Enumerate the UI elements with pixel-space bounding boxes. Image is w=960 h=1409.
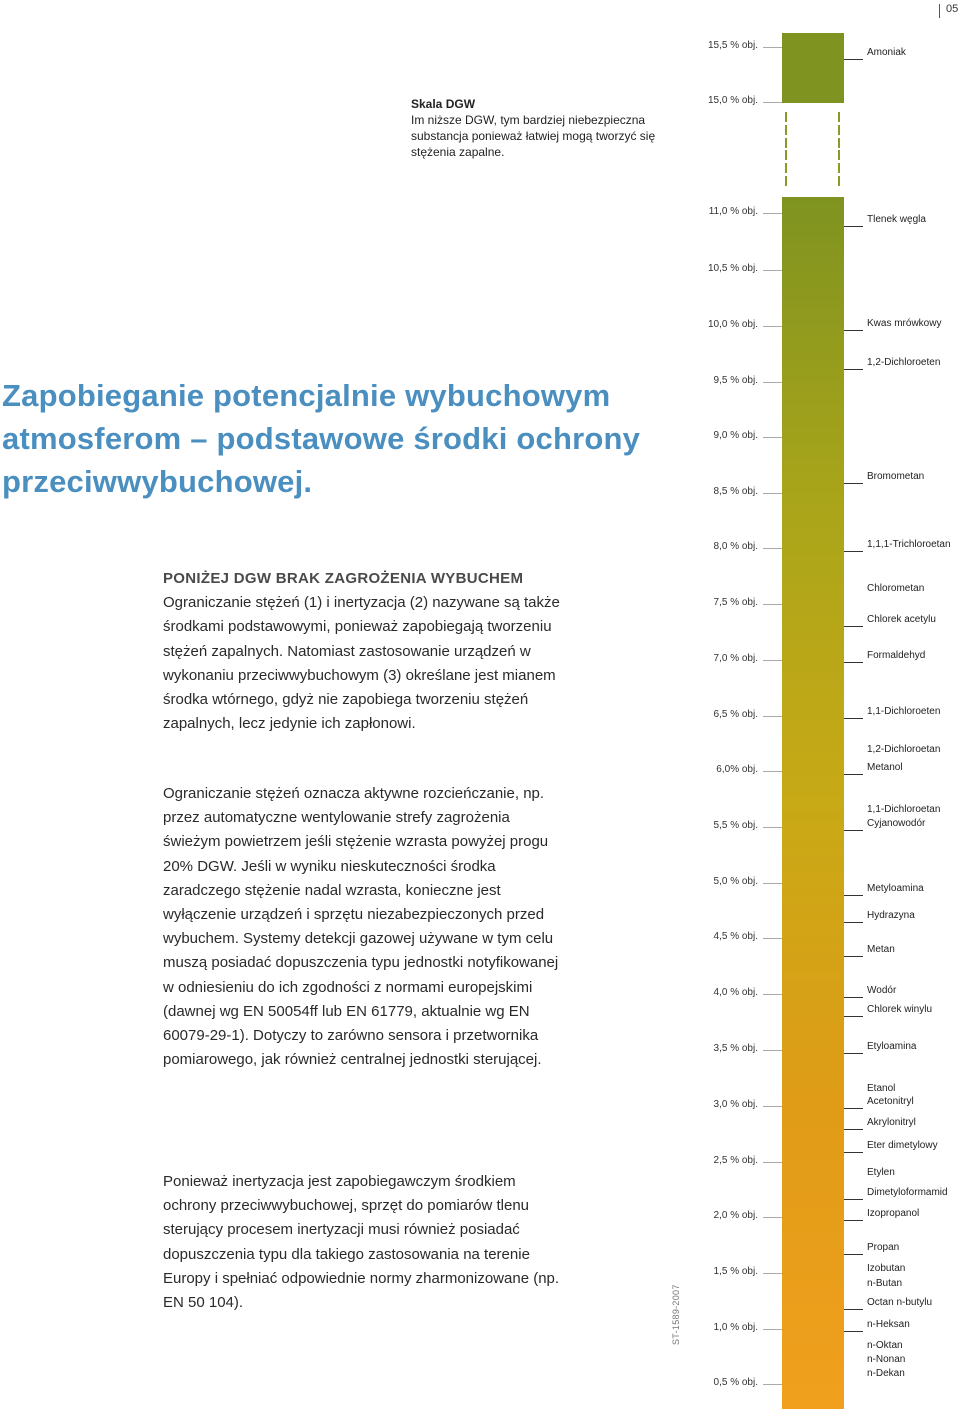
lel-value-tick xyxy=(763,382,783,383)
scale-legend-title: Skala DGW xyxy=(411,97,476,111)
lel-bar-top xyxy=(782,33,844,103)
lel-value-tick xyxy=(763,1106,783,1107)
substance-tick xyxy=(844,956,863,957)
substance-label: Etylen xyxy=(867,1167,895,1178)
substance-label: n-Heksan xyxy=(867,1319,910,1330)
lel-value-tick xyxy=(763,548,783,549)
substance-label: 1,1-Dichloroeten xyxy=(867,706,941,717)
lel-bar-break-dash xyxy=(838,125,840,135)
lel-value-label: 15,0 % obj. xyxy=(707,95,758,106)
substance-label: Chlorometan xyxy=(867,583,925,594)
substance-label: n-Oktan xyxy=(867,1340,903,1351)
substance-tick xyxy=(844,830,863,831)
substance-label: Chlorek acetylu xyxy=(867,614,936,625)
lel-value-tick xyxy=(763,1050,783,1051)
lel-value-label: 7,5 % obj. xyxy=(713,597,758,608)
substance-tick xyxy=(844,59,863,60)
lel-value-label: 15,5 % obj. xyxy=(707,40,758,51)
lel-value-label: 9,5 % obj. xyxy=(713,375,758,386)
lel-value-tick xyxy=(763,270,783,271)
lel-value-label: 7,0 % obj. xyxy=(713,653,758,664)
paragraph-concentration-limiting xyxy=(163,782,563,1072)
lel-value-label: 4,5 % obj. xyxy=(713,931,758,942)
lel-value-tick xyxy=(763,994,783,995)
substance-label: n-Butan xyxy=(867,1278,903,1289)
lel-bar-break-dash xyxy=(838,112,840,122)
lel-bar-break-dash xyxy=(785,150,787,160)
paragraph-text: Ograniczanie stężeń (1) i inertyzacja (2) nazywane są także środkami podstawowymi, ponieważ zapobiegają tworzeniu stężeń zapalnych. Natomiast zastosowanie urządzeń w wykonaniu przeciwwybuchowym (3) określane jest mianem środka wtórnego, gdyż nie zapobiega tworzeniu stężeń zapalnych, lecz jedynie ich zapłonowi. xyxy=(163,594,560,733)
substance-tick xyxy=(844,997,863,998)
lel-value-label: 5,5 % obj. xyxy=(713,820,758,831)
substance-tick xyxy=(844,330,863,331)
lel-bar-break-dash xyxy=(838,138,840,148)
substance-tick xyxy=(844,1331,863,1332)
substance-tick xyxy=(844,1254,863,1255)
lel-value-tick xyxy=(763,1273,783,1274)
substance-label: Metanol xyxy=(867,762,903,773)
lel-value-label: 1,0 % obj. xyxy=(713,1322,758,1333)
lel-value-label: 0,5 % obj. xyxy=(713,1377,758,1388)
lel-value-tick xyxy=(763,604,783,605)
substance-label: 1,2-Dichloroeten xyxy=(867,357,941,368)
substance-label: Etanol xyxy=(867,1083,896,1094)
lel-value-tick xyxy=(763,1162,783,1163)
substance-label: n-Nonan xyxy=(867,1354,906,1365)
paragraph-text: Ograniczanie stężeń oznacza aktywne rozcieńczanie, np. przez automatyczne wentylowanie strefy zagrożenia świeżym powietrzem jeśli stężenie wzrasta powyżej progu 20% DGW. Jeśli w wyniku nieskuteczności środka zaradczego stężenie nadal wzrasta, konieczne jest wyłączenie urządzeń i sprzętu niezabezpieczonych przed wybuchem. Systemy detekcji gazowej używane w tym celu muszą posiadać dopuszczenia typu jednostki notyfikowanej w odniesieniu do ich zgodności z normami europejskimi (dawnej wg EN 50054ff lub EN 61779, aktualnie wg EN 60079-29-1). Dotyczy to zarówno sensora i przetwornika pomiarowego, jak również centralnej jednostki sterującej. xyxy=(163,785,559,1069)
paragraph-primary-measures xyxy=(163,567,563,736)
scale-legend xyxy=(411,96,681,160)
substance-tick xyxy=(844,551,863,552)
lel-bar-break-dash xyxy=(838,150,840,160)
lel-value-label: 3,0 % obj. xyxy=(713,1099,758,1110)
lel-value-label: 2,0 % obj. xyxy=(713,1210,758,1221)
substance-tick xyxy=(844,1152,863,1153)
substance-tick xyxy=(844,1220,863,1221)
lel-value-label: 8,5 % obj. xyxy=(713,486,758,497)
substance-label: 1,1-Dichloroetan xyxy=(867,804,941,815)
substance-tick xyxy=(844,718,863,719)
substance-tick xyxy=(844,922,863,923)
substance-tick xyxy=(844,1309,863,1310)
lel-bar-break-dash xyxy=(785,138,787,148)
substance-label: Metan xyxy=(867,944,895,955)
lel-value-label: 10,0 % obj. xyxy=(707,319,758,330)
lel-value-label: 11,0 % obj. xyxy=(708,206,758,217)
lel-value-label: 5,0 % obj. xyxy=(713,876,758,887)
substance-label: Tlenek węgla xyxy=(867,214,926,225)
lel-value-tick xyxy=(763,771,783,772)
lel-value-tick xyxy=(763,493,783,494)
paragraph-inertisation xyxy=(163,1170,563,1315)
lel-value-tick xyxy=(763,716,783,717)
lel-value-tick xyxy=(763,326,783,327)
lel-value-tick xyxy=(763,1217,783,1218)
lel-bar-break-dash xyxy=(785,112,787,122)
substance-label: 1,1,1-Trichloroetan xyxy=(867,539,951,550)
substance-tick xyxy=(844,1199,863,1200)
lel-value-tick xyxy=(763,1329,783,1330)
substance-tick xyxy=(844,895,863,896)
substance-tick xyxy=(844,774,863,775)
lel-value-label: 4,0 % obj. xyxy=(713,987,758,998)
substance-label: Etyloamina xyxy=(867,1041,917,1052)
lel-value-label: 2,5 % obj. xyxy=(713,1155,758,1166)
lel-bar-break-dash xyxy=(838,176,840,186)
page-number-divider xyxy=(939,4,940,18)
paragraph-lead: PONIŻEJ DGW BRAK ZAGROŻENIA WYBUCHEM xyxy=(163,570,524,587)
page-number: 05 xyxy=(946,3,959,15)
lel-value-label: 6,0% obj. xyxy=(716,764,758,775)
scale-legend-text: Im niższe DGW, tym bardziej niebezpieczna substancja ponieważ łatwiej mogą tworzyć się stężenia zapalne. xyxy=(411,113,656,159)
substance-label: Eter dimetylowy xyxy=(867,1140,938,1151)
substance-label: Kwas mrówkowy xyxy=(867,318,942,329)
substance-tick xyxy=(844,369,863,370)
substance-label: Izobutan xyxy=(867,1263,906,1274)
lel-value-label: 8,0 % obj. xyxy=(713,541,758,552)
substance-label: Bromometan xyxy=(867,471,925,482)
lel-value-tick xyxy=(763,213,783,214)
substance-tick xyxy=(844,662,863,663)
substance-label: Akrylonitryl xyxy=(867,1117,916,1128)
substance-label: 1,2-Dichloroetan xyxy=(867,744,941,755)
lel-value-label: 10,5 % obj. xyxy=(707,263,758,274)
lel-bar-break-dash xyxy=(785,125,787,135)
substance-tick xyxy=(844,1016,863,1017)
substance-label: Izopropanol xyxy=(867,1208,920,1219)
substance-label: Dimetyloformamid xyxy=(867,1187,948,1198)
lel-value-tick xyxy=(763,47,783,48)
substance-label: Acetonitryl xyxy=(867,1096,914,1107)
paragraph-text: Ponieważ inertyzacja jest zapobiegawczym środkiem ochrony przeciwwybuchowej, sprzęt do pomiarów tlenu sterujący procesem inertyzacji musi również posiadać dopuszczenia typu dla takiego zastosowania na terenie Europy i spełniać odpowiednie normy zharmonizowane (np. EN 50 104). xyxy=(163,1173,560,1312)
lel-value-label: 3,5 % obj. xyxy=(713,1043,758,1054)
substance-label: Wodór xyxy=(867,985,897,996)
substance-tick xyxy=(844,1129,863,1130)
lel-bar-break-dash xyxy=(838,163,840,173)
substance-tick xyxy=(844,1108,863,1109)
substance-tick xyxy=(844,483,863,484)
substance-tick xyxy=(844,226,863,227)
lel-value-tick xyxy=(763,437,783,438)
page-headline: Zapobieganie potencjalnie wybuchowym atmosferom – podstawowe środki ochrony przeciwwybuchowej. xyxy=(2,378,641,499)
substance-label: Octan n-butylu xyxy=(867,1297,933,1308)
lel-value-tick xyxy=(763,1384,783,1385)
lel-value-label: 9,0 % obj. xyxy=(713,430,758,441)
substance-tick xyxy=(844,626,863,627)
substance-label: Formaldehyd xyxy=(867,650,926,661)
substance-tick xyxy=(844,1053,863,1054)
lel-bar-break-dash xyxy=(785,163,787,173)
substance-label: Hydrazyna xyxy=(867,910,915,921)
substance-label: Metyloamina xyxy=(867,883,924,894)
lel-value-tick xyxy=(763,938,783,939)
substance-label: Cyjanowodór xyxy=(867,818,926,829)
substance-label: Amoniak xyxy=(867,47,906,58)
lel-value-tick xyxy=(763,660,783,661)
substance-label: Chlorek winylu xyxy=(867,1004,933,1015)
document-code: ST-1589-2007 xyxy=(671,1284,681,1345)
lel-value-label: 6,5 % obj. xyxy=(713,709,758,720)
lel-value-tick xyxy=(763,883,783,884)
lel-bar-main xyxy=(782,197,844,1409)
substance-label: n-Dekan xyxy=(867,1368,905,1379)
lel-value-tick xyxy=(763,827,783,828)
lel-value-label: 1,5 % obj. xyxy=(713,1266,758,1277)
substance-label: Propan xyxy=(867,1242,900,1253)
lel-value-tick xyxy=(763,102,783,103)
lel-bar-break-dash xyxy=(785,176,787,186)
